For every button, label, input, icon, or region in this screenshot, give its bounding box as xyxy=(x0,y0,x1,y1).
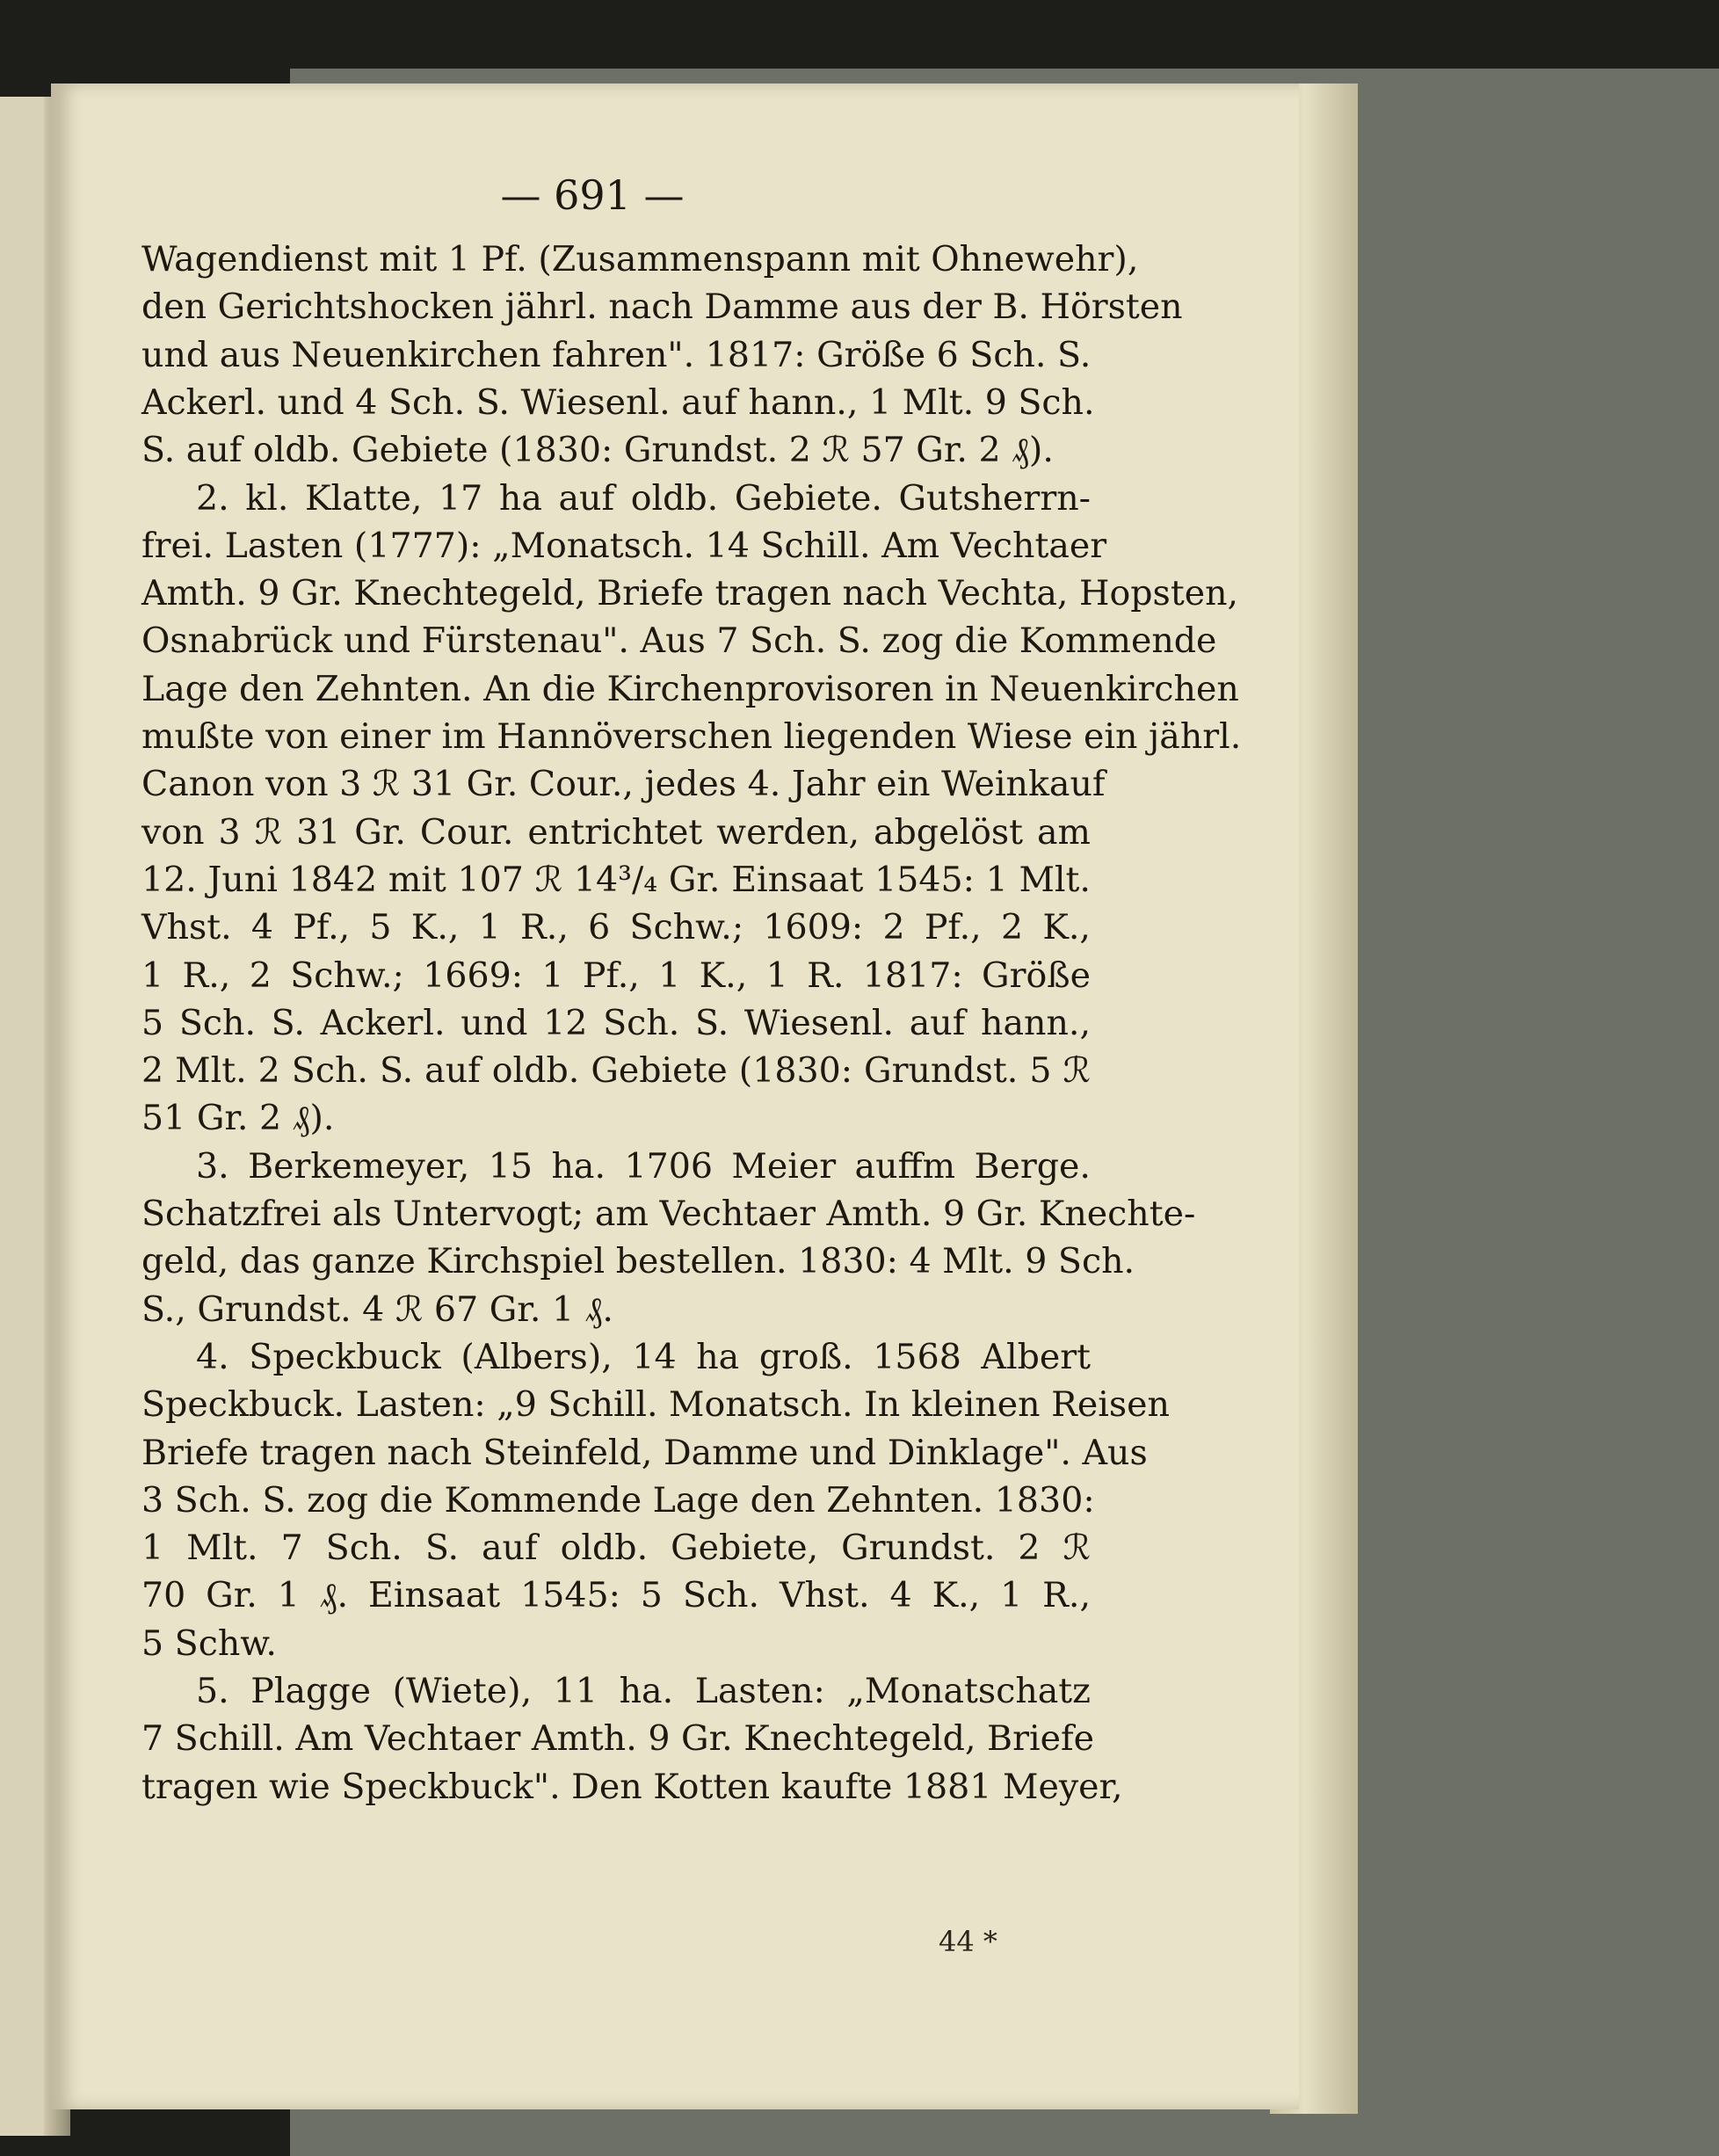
text-line: S. auf oldb. Gebiete (1830: Grundst. 2 ℛ 57 Gr. 2 ₰). xyxy=(141,430,1054,471)
printer-signature: 44 * xyxy=(939,1925,997,1958)
text-line: Lage den Zehnten. An die Kirchenprovisoren in Neuenkirchen xyxy=(141,668,1239,709)
page-number: — 691 — xyxy=(500,171,685,219)
text-line: 5. Plagge (Wiete), 11 ha. Lasten: „Monatschatz xyxy=(196,1671,1091,1711)
text-line: von 3 ℛ 31 Gr. Cour. entrichtet werden, abgelöst am xyxy=(141,811,1091,853)
text-line: 3. Berkemeyer, 15 ha. 1706 Meier auffm Berge. xyxy=(196,1145,1091,1187)
text-line: S., Grundst. 4 ℛ 67 Gr. 1 ₰. xyxy=(141,1289,613,1330)
text-line: Speckbuck. Lasten: „9 Schill. Monatsch. In kleinen Reisen xyxy=(141,1384,1170,1426)
text-line: Schatzfrei als Untervogt; am Vechtaer Amth. 9 Gr. Knechte- xyxy=(141,1194,1196,1234)
text-line: den Gerichtshocken jährl. nach Damme aus der B. Hörsten xyxy=(141,287,1183,328)
text-line: und aus Neuenkirchen fahren". 1817: Größe 6 Sch. S. xyxy=(141,334,1092,375)
text-line: Amth. 9 Gr. Knechtegeld, Briefe tragen nach Vechta, Hopsten, xyxy=(141,573,1239,614)
book-page xyxy=(51,83,1299,2109)
text-line: 12. Juni 1842 mit 107 ℛ 14³/₄ Gr. Einsaat 1545: 1 Mlt. xyxy=(141,859,1091,900)
text-line: 3 Sch. S. zog die Kommende Lage den Zehnten. 1830: xyxy=(141,1479,1095,1521)
text-line: 2 Mlt. 2 Sch. S. auf oldb. Gebiete (1830: Grundst. 5 ℛ xyxy=(141,1050,1091,1092)
text-line: 2. kl. Klatte, 17 ha auf oldb. Gebiete. Gutsherrn- xyxy=(196,477,1091,519)
text-line: mußte von einer im Hannöverschen liegenden Wiese ein jährl. xyxy=(141,716,1242,757)
text-line: 4. Speckbuck (Albers), 14 ha groß. 1568 Albert xyxy=(196,1336,1091,1377)
text-line: Vhst. 4 Pf., 5 K., 1 R., 6 Schw.; 1609: 2 Pf., 2 K., xyxy=(141,907,1091,948)
text-line: Ackerl. und 4 Sch. S. Wiesenl. auf hann., 1 Mlt. 9 Sch. xyxy=(141,381,1095,423)
text-line: 7 Schill. Am Vechtaer Amth. 9 Gr. Knechtegeld, Briefe xyxy=(141,1718,1094,1760)
text-line: Wagendienst mit 1 Pf. (Zusammenspann mit Ohnewehr), xyxy=(141,239,1139,279)
text-line: tragen wie Speckbuck". Den Kotten kaufte 1881 Meyer, xyxy=(141,1766,1123,1807)
text-line: frei. Lasten (1777): „Monatsch. 14 Schill. Am Vechtaer xyxy=(141,525,1107,566)
text-line: Osnabrück und Fürstenau". Aus 7 Sch. S. zog die Kommende xyxy=(141,621,1217,662)
text-line: 5 Schw. xyxy=(141,1622,277,1664)
text-line: 1 Mlt. 7 Sch. S. auf oldb. Gebiete, Grundst. 2 ℛ xyxy=(141,1528,1091,1569)
text-line: geld, das ganze Kirchspiel bestellen. 1830: 4 Mlt. 9 Sch. xyxy=(141,1241,1135,1282)
text-line: 1 R., 2 Schw.; 1669: 1 Pf., 1 K., 1 R. 1817: Größe xyxy=(141,955,1091,996)
text-line: 70 Gr. 1 ₰. Einsaat 1545: 5 Sch. Vhst. 4 K., 1 R., xyxy=(141,1575,1091,1616)
text-line: Briefe tragen nach Steinfeld, Damme und Dinklage". Aus xyxy=(141,1432,1148,1473)
text-line: 5 Sch. S. Ackerl. und 12 Sch. S. Wiesenl. auf hann., xyxy=(141,1002,1091,1043)
left-page-edge xyxy=(0,97,44,2136)
text-line: Canon von 3 ℛ 31 Gr. Cour., jedes 4. Jahr ein Weinkauf xyxy=(141,764,1106,805)
text-line: 51 Gr. 2 ₰). xyxy=(141,1098,335,1139)
